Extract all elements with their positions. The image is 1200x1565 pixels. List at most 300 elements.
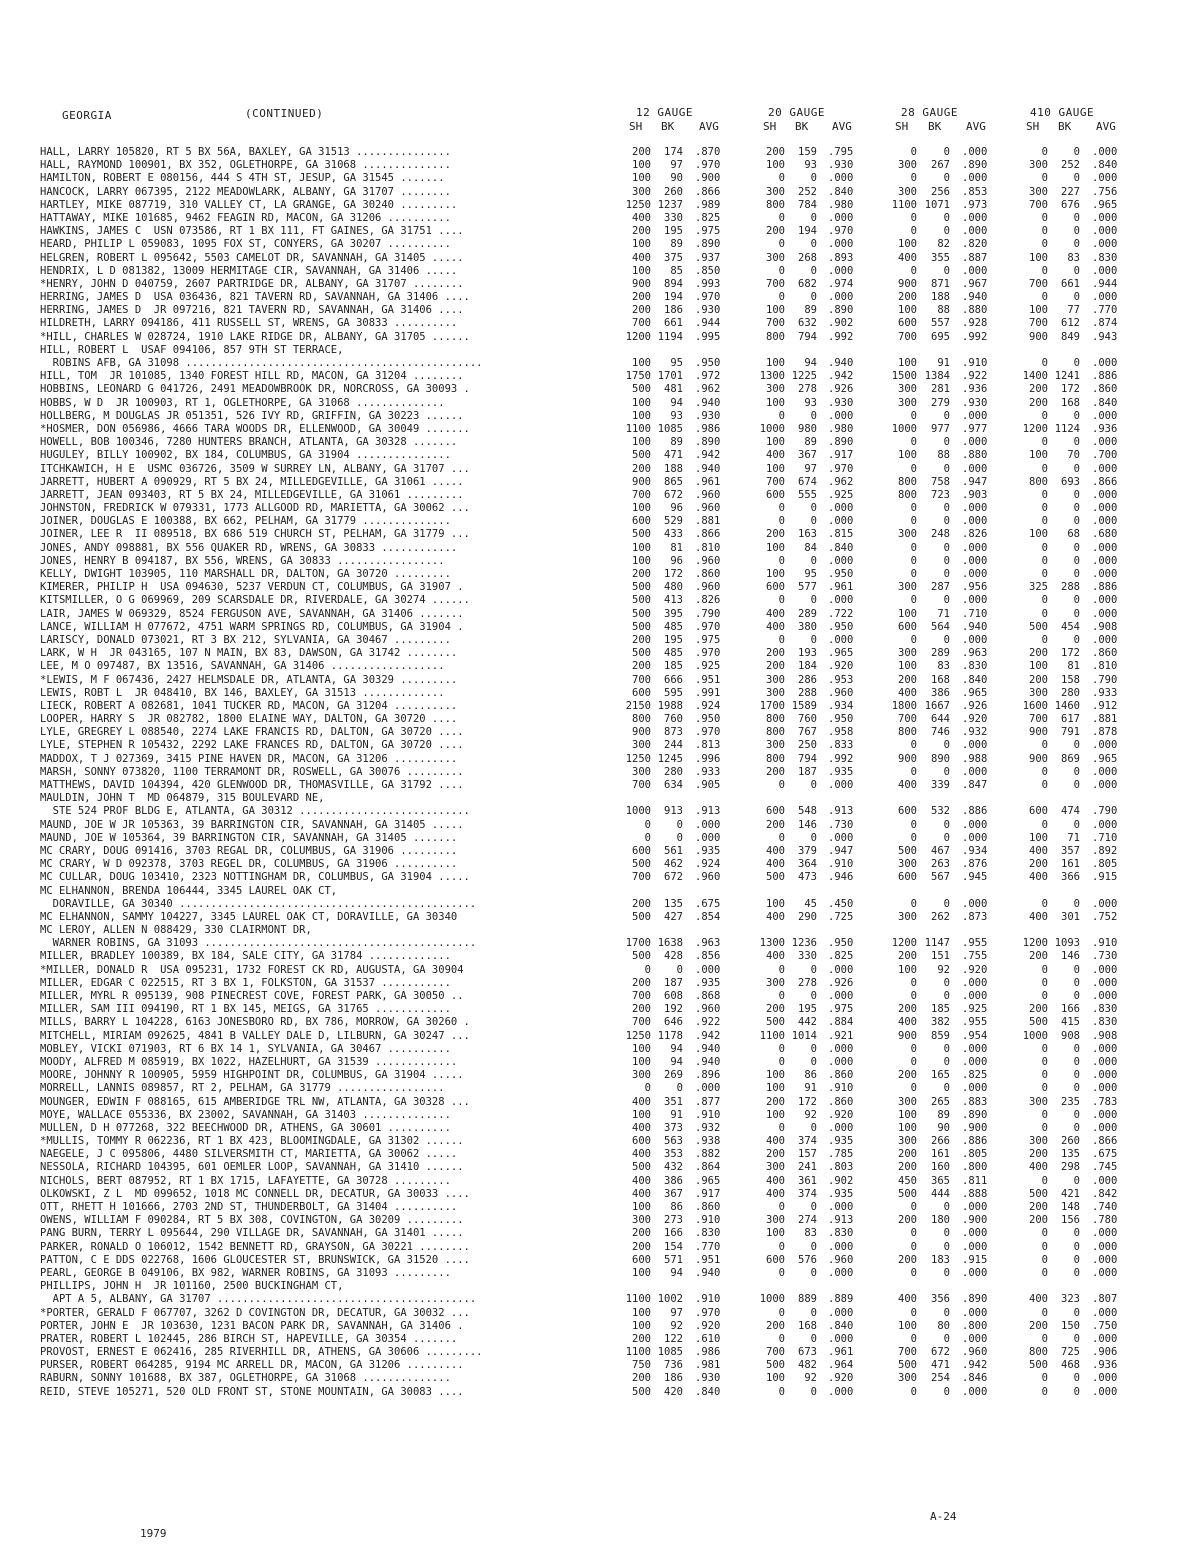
average-cell: .000: [828, 1385, 854, 1398]
average-cell: .930: [695, 409, 721, 422]
average-cell: .000: [828, 291, 854, 304]
average-cell: .972: [695, 370, 721, 383]
average-cell: .908: [1092, 620, 1118, 633]
broke-count-cell: 0: [943, 1332, 950, 1345]
shot-count-cell: 200: [766, 225, 785, 238]
shot-count-cell: 400: [898, 251, 917, 264]
shooter-entry: MC CULLAR, DOUG 103410, 2323 NOTTINGHAM DR, COLUMBUS, GA 31904 .....: [40, 871, 470, 884]
shot-count-cell: 100: [632, 554, 651, 567]
shooter-entry: MAULDIN, JOHN T MD 064879, 315 BOULEVARD NE,: [40, 792, 325, 805]
broke-count-cell: 1178: [657, 1029, 683, 1042]
broke-count-cell: 0: [943, 831, 950, 844]
average-cell: .940: [695, 1055, 721, 1068]
average-cell: .725: [828, 910, 854, 923]
average-cell: .810: [1092, 660, 1118, 673]
shot-count-cell: 400: [632, 1174, 651, 1187]
average-cell: .000: [962, 897, 988, 910]
broke-count-cell: 1225: [791, 370, 817, 383]
broke-count-cell: 471: [931, 1359, 950, 1372]
shooter-entry: OLKOWSKI, Z L MD 099652, 1018 MC CONNELL DR, DECATUR, GA 30033 ....: [40, 1187, 470, 1200]
average-cell: .920: [828, 1372, 854, 1385]
shooter-entry: MC ELHANNON, BRENDA 106444, 3345 LAUREL OAK CT,: [40, 884, 338, 897]
average-cell: .825: [695, 211, 721, 224]
shot-count-cell: 0: [778, 238, 785, 251]
broke-count-cell: 474: [1061, 805, 1080, 818]
broke-count-cell: 97: [670, 1306, 683, 1319]
shot-count-cell: 800: [1029, 1346, 1048, 1359]
shot-count-cell: 0: [1041, 409, 1048, 422]
shooter-entry: LARISCY, DONALD 073021, RT 3 BX 212, SYLVANIA, GA 30467 .........: [40, 633, 451, 646]
broke-count-cell: 135: [1061, 1148, 1080, 1161]
average-cell: .886: [1092, 370, 1118, 383]
shot-count-cell: 400: [632, 1148, 651, 1161]
broke-count-cell: 0: [810, 1332, 817, 1345]
shot-count-cell: 100: [632, 409, 651, 422]
shot-count-cell: 200: [1029, 1201, 1048, 1213]
broke-count-cell: 82: [937, 238, 950, 251]
average-cell: .936: [1092, 1359, 1118, 1372]
subheading-avg: AVG: [966, 120, 986, 133]
shot-count-cell: 100: [632, 159, 651, 172]
broke-count-cell: 1124: [1054, 422, 1080, 435]
broke-count-cell: 0: [810, 1266, 817, 1279]
broke-count-cell: 0: [1073, 1227, 1080, 1240]
average-cell: .986: [695, 422, 721, 435]
broke-count-cell: 433: [664, 528, 683, 541]
broke-count-cell: 0: [676, 963, 683, 976]
average-cell: .866: [695, 528, 721, 541]
shot-count-cell: 200: [898, 1253, 917, 1266]
average-cell: .910: [695, 1214, 721, 1227]
broke-count-cell: 364: [798, 858, 817, 871]
shot-count-cell: 0: [910, 515, 917, 528]
broke-count-cell: 289: [798, 607, 817, 620]
broke-count-cell: 94: [670, 1055, 683, 1068]
shot-count-cell: 0: [1041, 502, 1048, 515]
average-cell: .951: [695, 1253, 721, 1266]
shot-count-cell: 0: [910, 633, 917, 646]
shot-count-cell: 0: [1041, 291, 1048, 304]
average-cell: .932: [695, 1121, 721, 1134]
average-cell: .886: [962, 805, 988, 818]
average-cell: .942: [828, 370, 854, 383]
shot-count-cell: 400: [1029, 1293, 1048, 1306]
shot-count-cell: 400: [766, 620, 785, 633]
shot-count-cell: 500: [632, 620, 651, 633]
broke-count-cell: 0: [943, 1385, 950, 1398]
broke-count-cell: 166: [664, 1227, 683, 1240]
average-cell: .938: [695, 1135, 721, 1148]
broke-count-cell: 351: [664, 1095, 683, 1108]
broke-count-cell: 84: [804, 541, 817, 554]
average-cell: .840: [695, 1385, 721, 1398]
broke-count-cell: 561: [664, 844, 683, 857]
broke-count-cell: 94: [670, 1042, 683, 1055]
shot-count-cell: 400: [766, 858, 785, 871]
broke-count-cell: 92: [804, 1108, 817, 1121]
average-cell: .000: [962, 976, 988, 989]
average-cell: .970: [695, 726, 721, 739]
average-cell: .000: [1092, 462, 1118, 475]
average-cell: .955: [962, 1016, 988, 1029]
average-cell: .000: [962, 765, 988, 778]
shot-count-cell: 0: [910, 1082, 917, 1095]
broke-count-cell: 0: [810, 409, 817, 422]
average-cell: .000: [1092, 976, 1118, 989]
broke-count-cell: 356: [931, 1293, 950, 1306]
broke-count-cell: 676: [1061, 198, 1080, 211]
shot-count-cell: 0: [1041, 1372, 1048, 1385]
broke-count-cell: 83: [804, 1227, 817, 1240]
gauge-heading-410: 410 GAUGE: [1030, 106, 1095, 119]
shot-count-cell: 400: [898, 686, 917, 699]
average-cell: .910: [1092, 937, 1118, 950]
shot-count-cell: 800: [766, 713, 785, 726]
shot-count-cell: 900: [1029, 752, 1048, 765]
table-row: [0, 1069, 1200, 1082]
shot-count-cell: 200: [632, 291, 651, 304]
average-cell: .000: [828, 238, 854, 251]
broke-count-cell: 485: [664, 647, 683, 660]
broke-count-cell: 88: [937, 449, 950, 462]
broke-count-cell: 0: [943, 554, 950, 567]
shot-count-cell: 300: [632, 1214, 651, 1227]
shot-count-cell: 500: [898, 1187, 917, 1200]
shot-count-cell: 400: [1029, 871, 1048, 884]
broke-count-cell: 1071: [924, 198, 950, 211]
broke-count-cell: 161: [1061, 858, 1080, 871]
broke-count-cell: 395: [664, 607, 683, 620]
shot-count-cell: 300: [766, 185, 785, 198]
shot-count-cell: 300: [766, 976, 785, 989]
table-row: [0, 581, 1200, 594]
shooter-entry: *HILL, CHARLES W 028724, 1910 LAKE RIDGE DR, ALBANY, GA 31705 ......: [40, 330, 470, 343]
shot-count-cell: 800: [766, 330, 785, 343]
table-row: [0, 608, 1200, 621]
broke-count-cell: 0: [1073, 818, 1080, 831]
shot-count-cell: 300: [1029, 159, 1048, 172]
shot-count-cell: 0: [1041, 238, 1048, 251]
shot-count-cell: 0: [1041, 1266, 1048, 1279]
shot-count-cell: 700: [766, 475, 785, 488]
average-cell: .900: [962, 1121, 988, 1134]
shot-count-cell: 0: [1041, 1174, 1048, 1187]
broke-count-cell: 0: [943, 1227, 950, 1240]
average-cell: .000: [828, 515, 854, 528]
shot-count-cell: 300: [898, 383, 917, 396]
shot-count-cell: 0: [778, 1306, 785, 1319]
broke-count-cell: 849: [1061, 330, 1080, 343]
broke-count-cell: 367: [664, 1187, 683, 1200]
shot-count-cell: 0: [778, 1385, 785, 1398]
shot-count-cell: 1200: [1022, 937, 1048, 950]
shot-count-cell: 700: [632, 1016, 651, 1029]
shot-count-cell: 1000: [759, 422, 785, 435]
shot-count-cell: 700: [1029, 317, 1048, 330]
average-cell: .000: [1092, 594, 1118, 607]
broke-count-cell: 0: [810, 594, 817, 607]
shooter-entry: MADDOX, T J 027369, 3415 PINE HAVEN DR, MACON, GA 31206 ..........: [40, 752, 458, 765]
broke-count-cell: 634: [664, 779, 683, 791]
broke-count-cell: 172: [798, 1095, 817, 1108]
shooter-entry: LYLE, GREGREY L 088540, 2274 LAKE FRANCIS RD, DALTON, GA 30720 ....: [40, 726, 464, 739]
average-cell: .825: [962, 1069, 988, 1082]
broke-count-cell: 0: [943, 515, 950, 528]
shot-count-cell: 0: [1041, 818, 1048, 831]
shot-count-cell: 300: [898, 185, 917, 198]
shooter-entry: HAWKINS, JAMES C USN 073586, RT 1 BX 111, FT GAINES, GA 31751 ....: [40, 225, 464, 238]
average-cell: .950: [828, 937, 854, 950]
shot-count-cell: 0: [910, 409, 917, 422]
average-cell: .935: [828, 1187, 854, 1200]
average-cell: .934: [962, 844, 988, 857]
average-cell: .922: [962, 370, 988, 383]
broke-count-cell: 462: [664, 858, 683, 871]
table-row: [0, 990, 1200, 1003]
shot-count-cell: 100: [632, 1108, 651, 1121]
broke-count-cell: 273: [664, 1214, 683, 1227]
broke-count-cell: 97: [670, 159, 683, 172]
average-cell: .000: [1092, 1108, 1118, 1121]
table-row: [0, 871, 1200, 884]
shot-count-cell: 400: [766, 1135, 785, 1148]
broke-count-cell: 0: [943, 633, 950, 646]
broke-count-cell: 0: [1073, 515, 1080, 528]
shooter-entry: MILLER, MYRL R 095139, 908 PINECREST COVE, FOREST PARK, GA 30050 ..: [40, 990, 464, 1002]
broke-count-cell: 571: [664, 1253, 683, 1266]
shot-count-cell: 0: [778, 1055, 785, 1068]
table-row: [0, 397, 1200, 410]
table-row: [0, 1109, 1200, 1122]
broke-count-cell: 695: [931, 330, 950, 343]
shot-count-cell: 1100: [891, 198, 917, 211]
shot-count-cell: 200: [898, 1069, 917, 1082]
shot-count-cell: 900: [898, 277, 917, 290]
average-cell: .975: [695, 225, 721, 238]
average-cell: .000: [962, 1042, 988, 1055]
average-cell: .944: [695, 317, 721, 330]
average-cell: .970: [695, 291, 721, 304]
shot-count-cell: 100: [1029, 304, 1048, 317]
average-cell: .790: [695, 607, 721, 620]
table-row: [0, 1333, 1200, 1346]
shot-count-cell: 200: [766, 528, 785, 541]
shot-count-cell: 600: [766, 581, 785, 594]
average-cell: .000: [828, 1240, 854, 1253]
broke-count-cell: 0: [1073, 990, 1080, 1002]
broke-count-cell: 0: [943, 1201, 950, 1213]
average-cell: .830: [1092, 251, 1118, 264]
shooter-entry: HILDRETH, LARRY 094186, 411 RUSSELL ST, WRENS, GA 30833 ..........: [40, 317, 458, 330]
shooter-entry: LEE, M O 097487, BX 13516, SAVANNAH, GA 31406 ..................: [40, 660, 445, 673]
broke-count-cell: 0: [676, 831, 683, 844]
shooter-entry: JONES, HENRY B 094187, BX 556, WRENS, GA 30833 .................: [40, 554, 445, 567]
broke-count-cell: 374: [798, 1187, 817, 1200]
shot-count-cell: 800: [766, 752, 785, 765]
table-row: [0, 186, 1200, 199]
average-cell: .962: [695, 383, 721, 396]
broke-count-cell: 278: [798, 976, 817, 989]
average-cell: .935: [828, 765, 854, 778]
shot-count-cell: 300: [1029, 1095, 1048, 1108]
shot-count-cell: 700: [766, 277, 785, 290]
shot-count-cell: 325: [1029, 581, 1048, 594]
average-cell: .000: [1092, 1372, 1118, 1385]
shot-count-cell: 0: [1041, 779, 1048, 791]
shot-count-cell: 600: [898, 871, 917, 884]
broke-count-cell: 0: [1073, 963, 1080, 976]
average-cell: .960: [828, 686, 854, 699]
shot-count-cell: 100: [632, 172, 651, 185]
broke-count-cell: 365: [931, 1174, 950, 1187]
shot-count-cell: 800: [632, 713, 651, 726]
shot-count-cell: 700: [632, 317, 651, 330]
broke-count-cell: 871: [931, 277, 950, 290]
average-cell: .860: [828, 1069, 854, 1082]
shooter-entry: HOBBS, W D JR 100903, RT 1, OGLETHORPE, GA 31068 ..............: [40, 396, 445, 409]
average-cell: .967: [962, 277, 988, 290]
shot-count-cell: 500: [632, 950, 651, 963]
average-cell: .850: [695, 264, 721, 277]
shooter-entry: MULLEN, D H 077268, 322 BEECHWOOD DR, ATHENS, GA 30601 ..........: [40, 1121, 451, 1134]
shot-count-cell: 0: [778, 554, 785, 567]
shot-count-cell: 400: [632, 1187, 651, 1200]
shot-count-cell: 0: [910, 976, 917, 989]
shot-count-cell: 0: [910, 990, 917, 1002]
average-cell: .710: [1092, 831, 1118, 844]
broke-count-cell: 262: [931, 910, 950, 923]
broke-count-cell: 166: [1061, 1003, 1080, 1016]
shot-count-cell: 100: [766, 304, 785, 317]
gauge-heading-20: 20 GAUGE: [768, 106, 825, 119]
average-cell: .933: [1092, 686, 1118, 699]
shot-count-cell: 300: [632, 1069, 651, 1082]
table-row: [0, 1320, 1200, 1333]
average-cell: .934: [828, 699, 854, 712]
average-cell: .910: [828, 858, 854, 871]
average-cell: .000: [1092, 1266, 1118, 1279]
shot-count-cell: 200: [898, 950, 917, 963]
average-cell: .000: [962, 409, 988, 422]
broke-count-cell: 91: [804, 1082, 817, 1095]
subheading-sh: SH: [895, 120, 909, 133]
shooter-entry: PARKER, RONALD O 106012, 1542 BENNETT RD, GRAYSON, GA 30221 ........: [40, 1240, 470, 1253]
shot-count-cell: 200: [1029, 1319, 1048, 1332]
average-cell: .790: [1092, 673, 1118, 686]
average-cell: .925: [962, 1003, 988, 1016]
average-cell: .930: [695, 1372, 721, 1385]
shot-count-cell: 200: [898, 1161, 917, 1174]
broke-count-cell: 415: [1061, 1016, 1080, 1029]
shot-count-cell: 400: [632, 211, 651, 224]
table-row: [0, 317, 1200, 330]
shooter-entry: MC LEROY, ALLEN N 088429, 330 CLAIRMONT DR,: [40, 924, 312, 937]
shot-count-cell: 0: [910, 1385, 917, 1398]
gauge-heading-12: 12 GAUGE: [636, 106, 693, 119]
average-cell: .965: [962, 686, 988, 699]
shooter-entry: JARRETT, JEAN 093403, RT 5 BX 24, MILLEDGEVILLE, GA 31061 .........: [40, 488, 464, 501]
shot-count-cell: 1100: [759, 1029, 785, 1042]
shot-count-cell: 900: [898, 1029, 917, 1042]
shot-count-cell: 200: [898, 1148, 917, 1161]
average-cell: .913: [695, 805, 721, 818]
shot-count-cell: 0: [644, 831, 651, 844]
broke-count-cell: 241: [798, 1161, 817, 1174]
broke-count-cell: 0: [943, 1042, 950, 1055]
subheading-avg: AVG: [699, 120, 719, 133]
broke-count-cell: 172: [1061, 383, 1080, 396]
average-cell: .770: [695, 1240, 721, 1253]
shot-count-cell: 300: [898, 910, 917, 923]
broke-count-cell: 94: [670, 396, 683, 409]
shot-count-cell: 0: [910, 502, 917, 515]
table-row: [0, 1201, 1200, 1214]
broke-count-cell: 0: [1073, 633, 1080, 646]
broke-count-cell: 567: [931, 871, 950, 884]
table-row: [0, 252, 1200, 265]
table-row: [0, 1043, 1200, 1056]
shot-count-cell: 0: [778, 172, 785, 185]
shot-count-cell: 200: [632, 660, 651, 673]
shot-count-cell: 500: [1029, 620, 1048, 633]
average-cell: .000: [828, 963, 854, 976]
average-cell: .890: [695, 238, 721, 251]
average-cell: .912: [1092, 699, 1118, 712]
average-cell: .840: [828, 1319, 854, 1332]
average-cell: .795: [828, 146, 854, 158]
broke-count-cell: 289: [931, 647, 950, 660]
average-cell: .000: [828, 779, 854, 791]
broke-count-cell: 0: [943, 739, 950, 752]
average-cell: .846: [962, 1372, 988, 1385]
broke-count-cell: 0: [1073, 172, 1080, 185]
shot-count-cell: 0: [910, 739, 917, 752]
table-row: [0, 674, 1200, 687]
broke-count-cell: 265: [931, 1095, 950, 1108]
shot-count-cell: 100: [766, 1069, 785, 1082]
state-heading: GEORGIA: [62, 109, 112, 122]
shot-count-cell: 100: [766, 1227, 785, 1240]
average-cell: .000: [1092, 1042, 1118, 1055]
shooter-entry: MC ELHANNON, SAMMY 104227, 3345 LAUREL OAK CT, DORAVILLE, GA 30340: [40, 910, 458, 923]
shot-count-cell: 200: [1029, 673, 1048, 686]
average-cell: .973: [962, 198, 988, 211]
shot-count-cell: 1600: [1022, 699, 1048, 712]
average-cell: .730: [828, 818, 854, 831]
shooter-entry: JARRETT, HUBERT A 090929, RT 5 BX 24, MILLEDGEVILLE, GA 31061 .....: [40, 475, 464, 488]
broke-count-cell: 0: [943, 976, 950, 989]
broke-count-cell: 0: [1073, 1069, 1080, 1082]
broke-count-cell: 267: [931, 159, 950, 172]
shot-count-cell: 100: [632, 502, 651, 515]
average-cell: .000: [1092, 436, 1118, 449]
average-cell: .981: [695, 1359, 721, 1372]
broke-count-cell: 0: [1073, 291, 1080, 304]
shot-count-cell: 200: [632, 304, 651, 317]
average-cell: .996: [695, 752, 721, 765]
broke-count-cell: 0: [810, 264, 817, 277]
average-cell: .961: [828, 1346, 854, 1359]
average-cell: .900: [962, 1214, 988, 1227]
shot-count-cell: 100: [898, 304, 917, 317]
average-cell: .000: [828, 409, 854, 422]
average-cell: .965: [1092, 752, 1118, 765]
table-row: [0, 687, 1200, 700]
average-cell: .925: [695, 660, 721, 673]
broke-count-cell: 1194: [657, 330, 683, 343]
average-cell: .902: [828, 317, 854, 330]
broke-count-cell: 865: [664, 475, 683, 488]
